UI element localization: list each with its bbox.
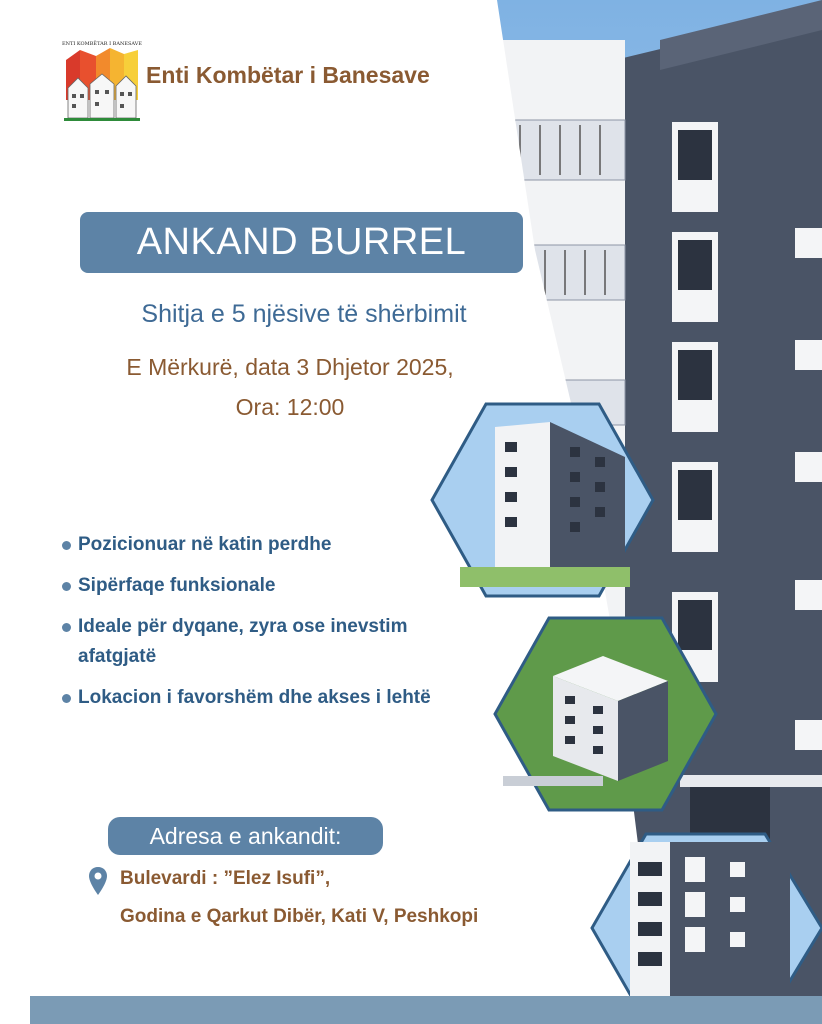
organization-name: Enti Kombëtar i Banesave (146, 62, 430, 88)
title-banner (80, 212, 523, 273)
building-photo-hexagon-2 (493, 616, 718, 812)
feature-item: Ideale për dyqane, zyra ose inevstim afatgjatë (62, 612, 418, 672)
address-title-banner (108, 817, 383, 855)
bullet-icon (62, 541, 71, 550)
svg-text:ENTI KOMBËTAR I BANESAVE: ENTI KOMBËTAR I BANESAVE (62, 41, 142, 47)
bottom-bar (30, 996, 822, 1024)
feature-item: Lokacion i favorshëm dhe akses i lehtë (62, 683, 478, 713)
bullet-icon (62, 694, 71, 703)
address-line-2: Godina e Qarkut Dibër, Kati V, Peshkopi (120, 906, 479, 927)
subtitle: Shitja e 5 njësive të shërbimit (141, 300, 467, 328)
feature-item: Sipërfaqe funksionale (62, 571, 482, 601)
feature-item: Pozicionuar në katin perdhe (62, 530, 482, 560)
bullet-icon (62, 582, 71, 591)
auction-date: E Mërkurë, data 3 Dhjetor 2025, (126, 354, 454, 380)
page-title: ANKAND BURREL (136, 221, 467, 263)
bullet-icon (62, 623, 71, 632)
enti-kombetar-logo (62, 40, 142, 122)
features-list (62, 530, 482, 724)
auction-time: Ora: 12:00 (235, 394, 345, 420)
address-line-1: Bulevardi : ”Elez Isufi”, (120, 868, 331, 889)
location-pin-icon (88, 866, 108, 896)
address-title: Adresa e ankandit: (149, 822, 342, 849)
